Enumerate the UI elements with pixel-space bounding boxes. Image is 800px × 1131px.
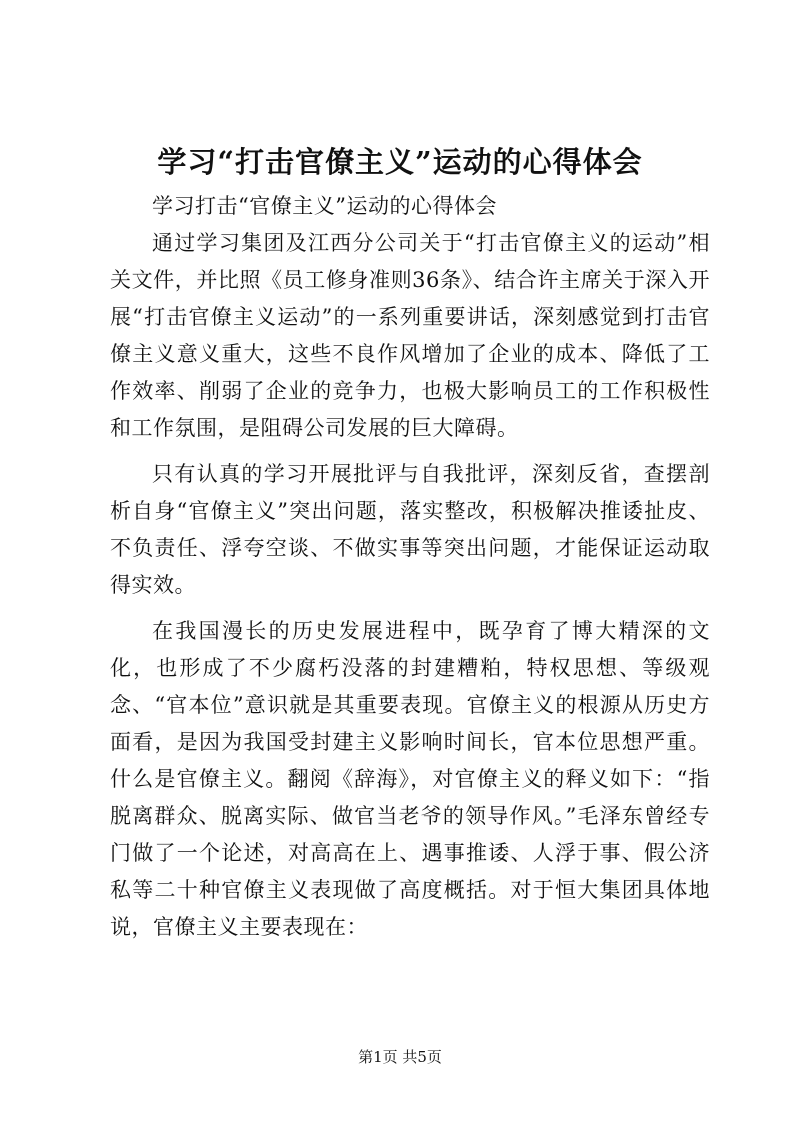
body-paragraph-2: 只有认真的学习开展批评与自我批评，深刻反省，查摆剖析自身“官僚主义”突出问题，落实整改，积极解决推诿扯皮、不负责任、浮夸空谈、不做实事等突出问题，才能保证运动取得实效。 xyxy=(110,462,710,597)
page-footer: 第1页 共5页 xyxy=(358,1048,442,1066)
document-body xyxy=(110,188,710,946)
document-title: 学习“打击官僚主义”运动的心得体会 xyxy=(157,145,643,179)
subtitle-paragraph: 学习打击“官僚主义”运动的心得体会 xyxy=(152,194,497,218)
body-paragraph-3: 在我国漫长的历史发展进程中，既孕育了博大精深的文化，也形成了不少腐朽没落的封建糟粕，特权思想、等级观念、“官本位”意识就是其重要表现。官僚主义的根源从历史方面看，是因为我国受封建主义影响时间长，官本位思想严重。什么是官僚主义。翻阅《辞海》，对官僚主义的释义如下：“指脱离群众、脱离实际、做官当老爷的领导作风。”毛泽东曾经专门做了一个论述，对高高在上、遇事推诿、人浮于事、假公济私等二十种官僚主义表现做了高度概括。对于恒大集团具体地说，官僚主义主要表现在： xyxy=(110,619,710,939)
body-paragraph-1: 通过学习集团及江西分公司关于“打击官僚主义的运动”相关文件，并比照《员工修身准则36条》、结合许主席关于深入开展“打击官僚主义运动”的一系列重要讲话，深刻感觉到打击官僚主义意义重大，这些不良作风增加了企业的成本、降低了工作效率、削弱了企业的竞争力，也极大影响员工的工作积极性和工作氛围，是阻碍公司发展的巨大障碍。 xyxy=(110,231,710,440)
